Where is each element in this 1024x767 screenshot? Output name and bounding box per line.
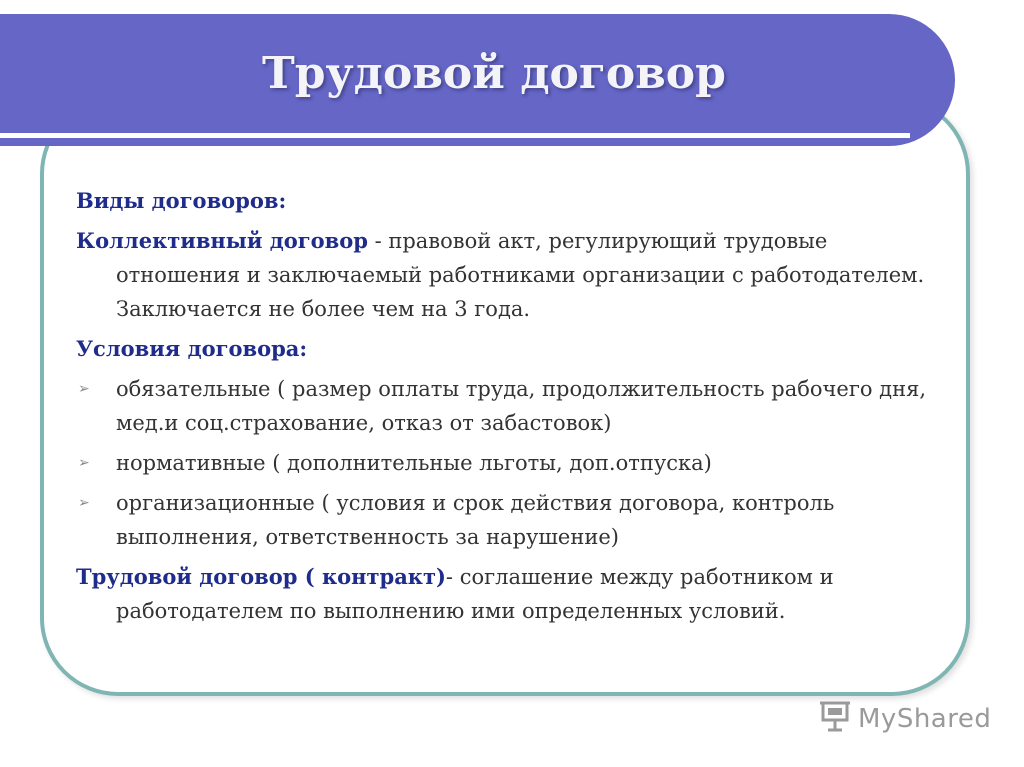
list-item [76,372,946,440]
slide-title: Трудовой договор [262,48,726,99]
watermark [818,699,991,738]
watermark-text: MyShared [858,703,992,734]
arrow-bullet-icon: ➢ [78,495,90,511]
arrow-bullet-icon: ➢ [78,455,90,471]
collective-contract-definition: - правовой акт, регулирующий трудовые отношения и заключаемый работниками организации с работодателем. Заключается не более чем на 3 года. [116,229,925,321]
collective-contract-paragraph [76,224,946,326]
labor-contract-definition: - соглашение между работником и работодателем по выполнению ими определенных условий. [116,565,834,623]
list-item [76,486,946,554]
conditions-heading: Условия договора: [76,336,308,361]
labor-contract-paragraph [76,560,946,628]
condition-text: нормативные ( дополнительные льготы, доп.отпуска) [116,451,712,475]
collective-contract-term: Коллективный договор [76,228,368,253]
labor-contract-term: Трудовой договор ( контракт) [76,564,446,589]
types-heading: Виды договоров: [76,188,287,213]
banner-divider [0,133,910,138]
condition-text: обязательные ( размер оплаты труда, продолжительность рабочего дня, мед.и соц.страхование, отказ от забастовок) [116,377,927,435]
presentation-board-icon [818,699,852,738]
condition-text: организационные ( условия и срок действия договора, контроль выполнения, ответственность за нарушение) [116,491,835,549]
slide-content [76,184,946,634]
list-item [76,446,946,480]
conditions-list [76,372,946,554]
arrow-bullet-icon: ➢ [78,381,90,397]
